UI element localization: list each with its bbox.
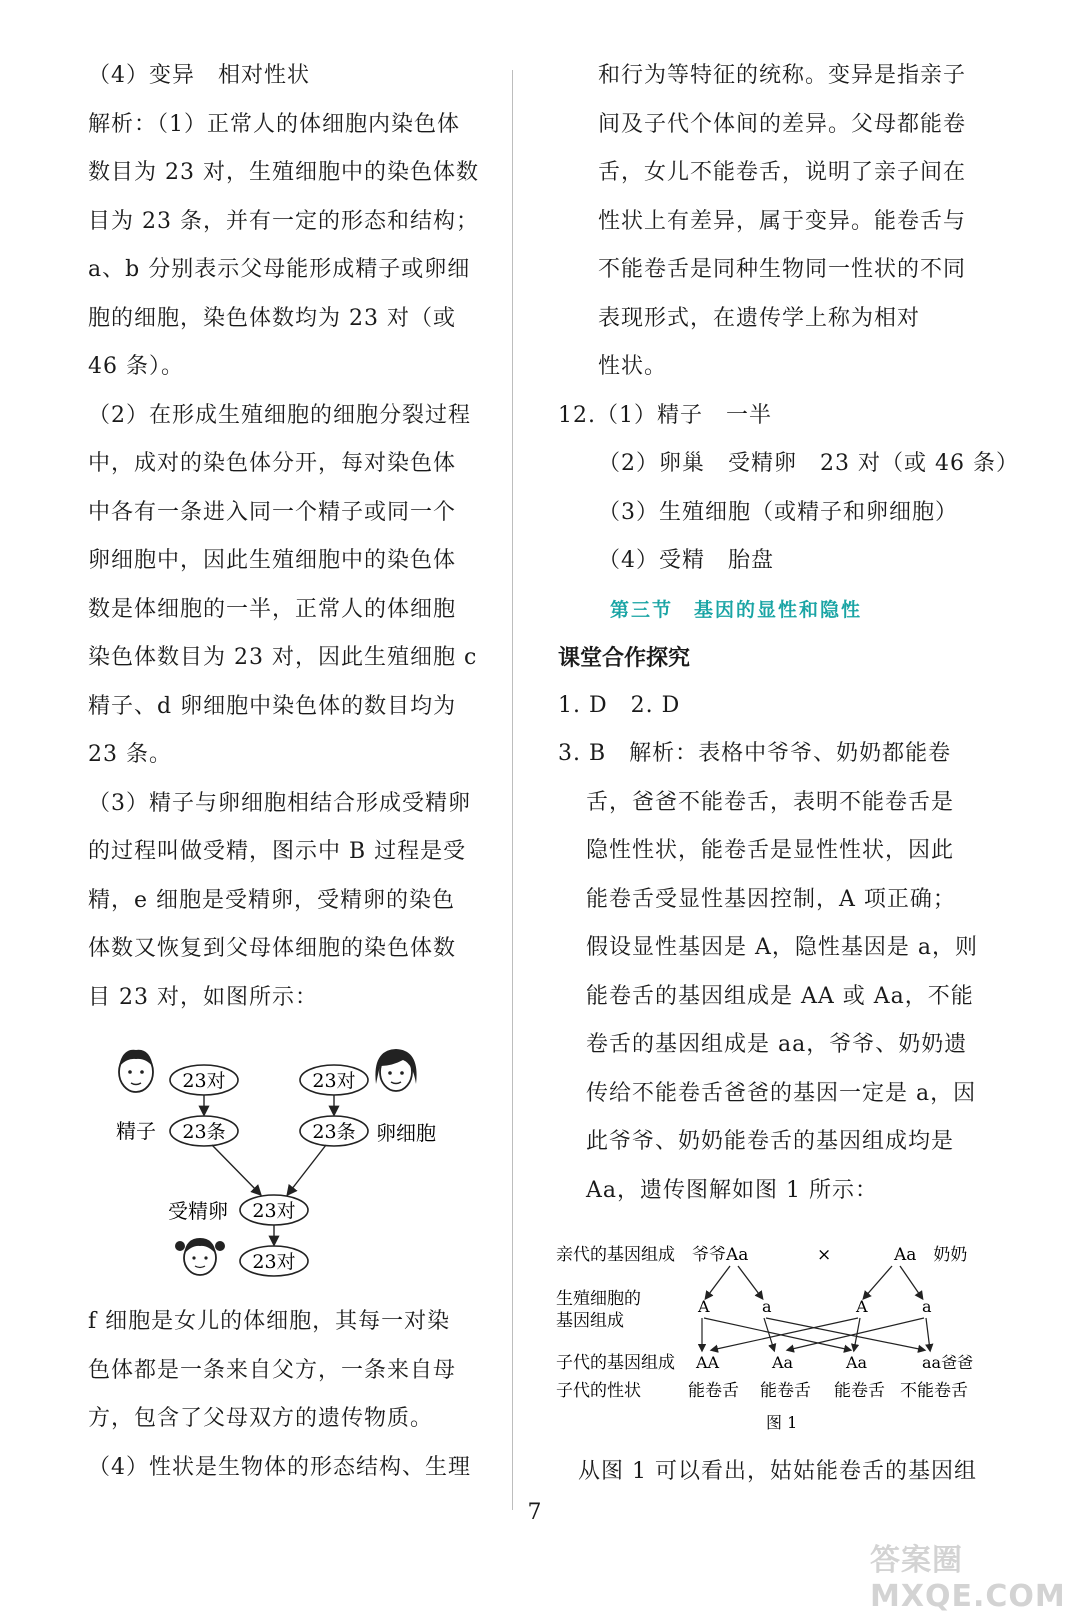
offspring-trait-1: 能卷舌 xyxy=(688,1381,739,1401)
offspring-trait-3: 能卷舌 xyxy=(834,1381,885,1401)
father-face-icon xyxy=(119,1050,153,1092)
text-line: （4）变异 相对性状 xyxy=(88,63,310,88)
text-line: 能卷舌的基因组成是 AA 或 Aa，不能 xyxy=(586,983,974,1009)
egg-label: 卵细胞 xyxy=(376,1121,436,1145)
text-line: 和行为等特征的统称。变异是指亲子 xyxy=(598,63,967,88)
child-chromosome-count: 23对 xyxy=(252,1251,296,1273)
text-line: （3）精子与卵细胞相结合形成受精卵 xyxy=(88,790,471,816)
text-line: 的过程叫做受精，图示中 B 过程是受 xyxy=(88,839,467,864)
text-line: 中各有一条进入同一个精子或同一个 xyxy=(88,499,457,525)
father-chromosome-count: 23对 xyxy=(182,1070,226,1092)
text-line: 舌，爸爸不能卷舌，表明不能卷舌是 xyxy=(586,789,955,815)
left-after-diagram xyxy=(88,1298,488,1492)
offspring-genotype-3: Aa xyxy=(846,1353,868,1372)
grandma-genotype: Aa 奶奶 xyxy=(894,1245,968,1265)
left-column xyxy=(88,52,488,1022)
text-line: 表现形式，在遗传学上称为相对 xyxy=(598,305,921,331)
mother-chromosome-count: 23对 xyxy=(312,1070,356,1092)
sperm-label: 精子 xyxy=(116,1119,156,1143)
text-line: 传给不能卷舌爸爸的基因一定是 a，因 xyxy=(586,1080,977,1106)
chromosome-diagram xyxy=(100,1040,460,1290)
text-line: （4）受精 胎盘 xyxy=(598,548,774,573)
text-line: 卷舌的基因组成是 aa，爷爷、奶奶遗 xyxy=(586,1032,968,1057)
text-line: 方，包含了父母双方的遗传物质。 xyxy=(88,1406,434,1431)
text-line: 12.（1）精子 一半 xyxy=(558,402,772,428)
text-line: 体数又恢复到父母体细胞的染色体数 xyxy=(88,936,457,961)
text-line: （2）卵巢 受精卵 23 对（或 46 条） xyxy=(598,451,1019,476)
text-line: 胞的细胞，染色体数均为 23 对（或 xyxy=(88,305,456,331)
text-line: 解析：（1）正常人的体细胞内染色体 xyxy=(88,111,460,137)
text-line: 精，e 细胞是受精卵，受精卵的染色 xyxy=(88,887,456,913)
offspring-trait-label: 子代的性状 xyxy=(556,1381,641,1401)
grandpa-genotype: 爷爷Aa xyxy=(692,1245,749,1265)
text-line: 假设显性基因是 A，隐性基因是 a，则 xyxy=(586,935,978,960)
column-divider xyxy=(512,70,513,1510)
text-line: 数目为 23 对，生殖细胞中的染色体数 xyxy=(88,160,479,185)
page-number: 7 xyxy=(527,1500,542,1525)
gamete-a4: a xyxy=(922,1297,932,1316)
text-line: 染色体数目为 23 对，因此生殖细胞 c xyxy=(88,645,478,670)
text-line: 此爷爷、奶奶能卷舌的基因组成均是 xyxy=(586,1129,955,1154)
zygote-chromosome-count: 23对 xyxy=(252,1200,296,1222)
genetic-cross-diagram xyxy=(552,1238,1002,1438)
gamete-a1: A xyxy=(698,1297,710,1316)
text-line: 卵细胞中，因此生殖细胞中的染色体 xyxy=(88,548,457,573)
text-line: 中，成对的染色体分开，每对染色体 xyxy=(88,451,457,476)
gamete-label-1: 生殖细胞的 xyxy=(556,1289,641,1309)
text-line: 能卷舌受显性基因控制，A 项正确； xyxy=(586,886,956,912)
text-line: 不能卷舌是同种生物同一性状的不同 xyxy=(598,257,967,282)
watermark: 答案圈 MXQE.COM xyxy=(870,1543,1066,1614)
offspring-trait-4: 不能卷舌 xyxy=(900,1381,968,1401)
text-line: 1. D 2. D xyxy=(558,692,681,718)
text-line: 23 条。 xyxy=(88,742,172,767)
text-line: 间及子代个体间的差异。父母都能卷 xyxy=(598,111,967,137)
text-line: 目为 23 条，并有一定的形态和结构； xyxy=(88,208,479,234)
parent-genotype-label: 亲代的基因组成 xyxy=(556,1245,675,1265)
mother-face-icon xyxy=(375,1049,416,1091)
text-line: 性状上有差异，属于变异。能卷舌与 xyxy=(598,208,967,234)
text-line: Aa，遗传图解如图 1 所示： xyxy=(586,1177,878,1203)
text-line: 性状。 xyxy=(598,354,668,379)
offspring-genotype-1: AA xyxy=(696,1353,720,1372)
offspring-genotype-label: 子代的基因组成 xyxy=(556,1353,675,1373)
text-line: 色体都是一条来自父方，一条来自母 xyxy=(88,1357,457,1383)
gamete-a3: A xyxy=(856,1297,868,1316)
text-line: （4）性状是生物体的形态结构、生理 xyxy=(88,1454,471,1480)
text-line: 目 23 对，如图所示： xyxy=(88,984,318,1010)
right-column xyxy=(558,52,1019,1215)
text-line: 隐性性状，能卷舌是显性性状，因此 xyxy=(586,838,955,863)
egg-chromosome-count: 23条 xyxy=(312,1121,356,1143)
text-line: 数是体细胞的一半，正常人的体细胞 xyxy=(88,596,457,622)
text-line: 46 条）。 xyxy=(88,354,184,379)
text-line: 3. B 解析：表格中爷爷、奶奶都能卷 xyxy=(558,741,952,766)
text-line: 从图 1 可以看出，姑姑能卷舌的基因组 xyxy=(578,1459,977,1484)
section-heading: 课堂合作探究 xyxy=(558,644,691,671)
text-line: a、b 分别表示父母能形成精子或卵细 xyxy=(88,257,471,282)
right-last-line xyxy=(578,1448,1018,1497)
offspring-genotype-4: aa爸爸 xyxy=(922,1353,974,1372)
text-line: 舌，女儿不能卷舌，说明了亲子间在 xyxy=(598,160,967,185)
figure-caption: 图 1 xyxy=(766,1413,798,1432)
gamete-label-2: 基因组成 xyxy=(556,1311,624,1331)
text-line: 精子、d 卵细胞中染色体的数目均为 xyxy=(88,693,457,719)
text-line: （2）在形成生殖细胞的细胞分裂过程 xyxy=(88,402,471,428)
text-line: f 细胞是女儿的体细胞，其每一对染 xyxy=(88,1309,451,1334)
sperm-chromosome-count: 23条 xyxy=(182,1121,226,1143)
gamete-a2: a xyxy=(762,1297,772,1316)
zygote-label: 受精卵 xyxy=(168,1199,228,1223)
offspring-genotype-2: Aa xyxy=(772,1353,794,1372)
offspring-trait-2: 能卷舌 xyxy=(760,1381,811,1401)
section-title: 第三节 基因的显性和隐性 xyxy=(610,598,863,621)
daughter-face-icon xyxy=(175,1238,225,1275)
cross-symbol: × xyxy=(817,1245,832,1265)
text-line: （3）生殖细胞（或精子和卵细胞） xyxy=(598,499,958,525)
